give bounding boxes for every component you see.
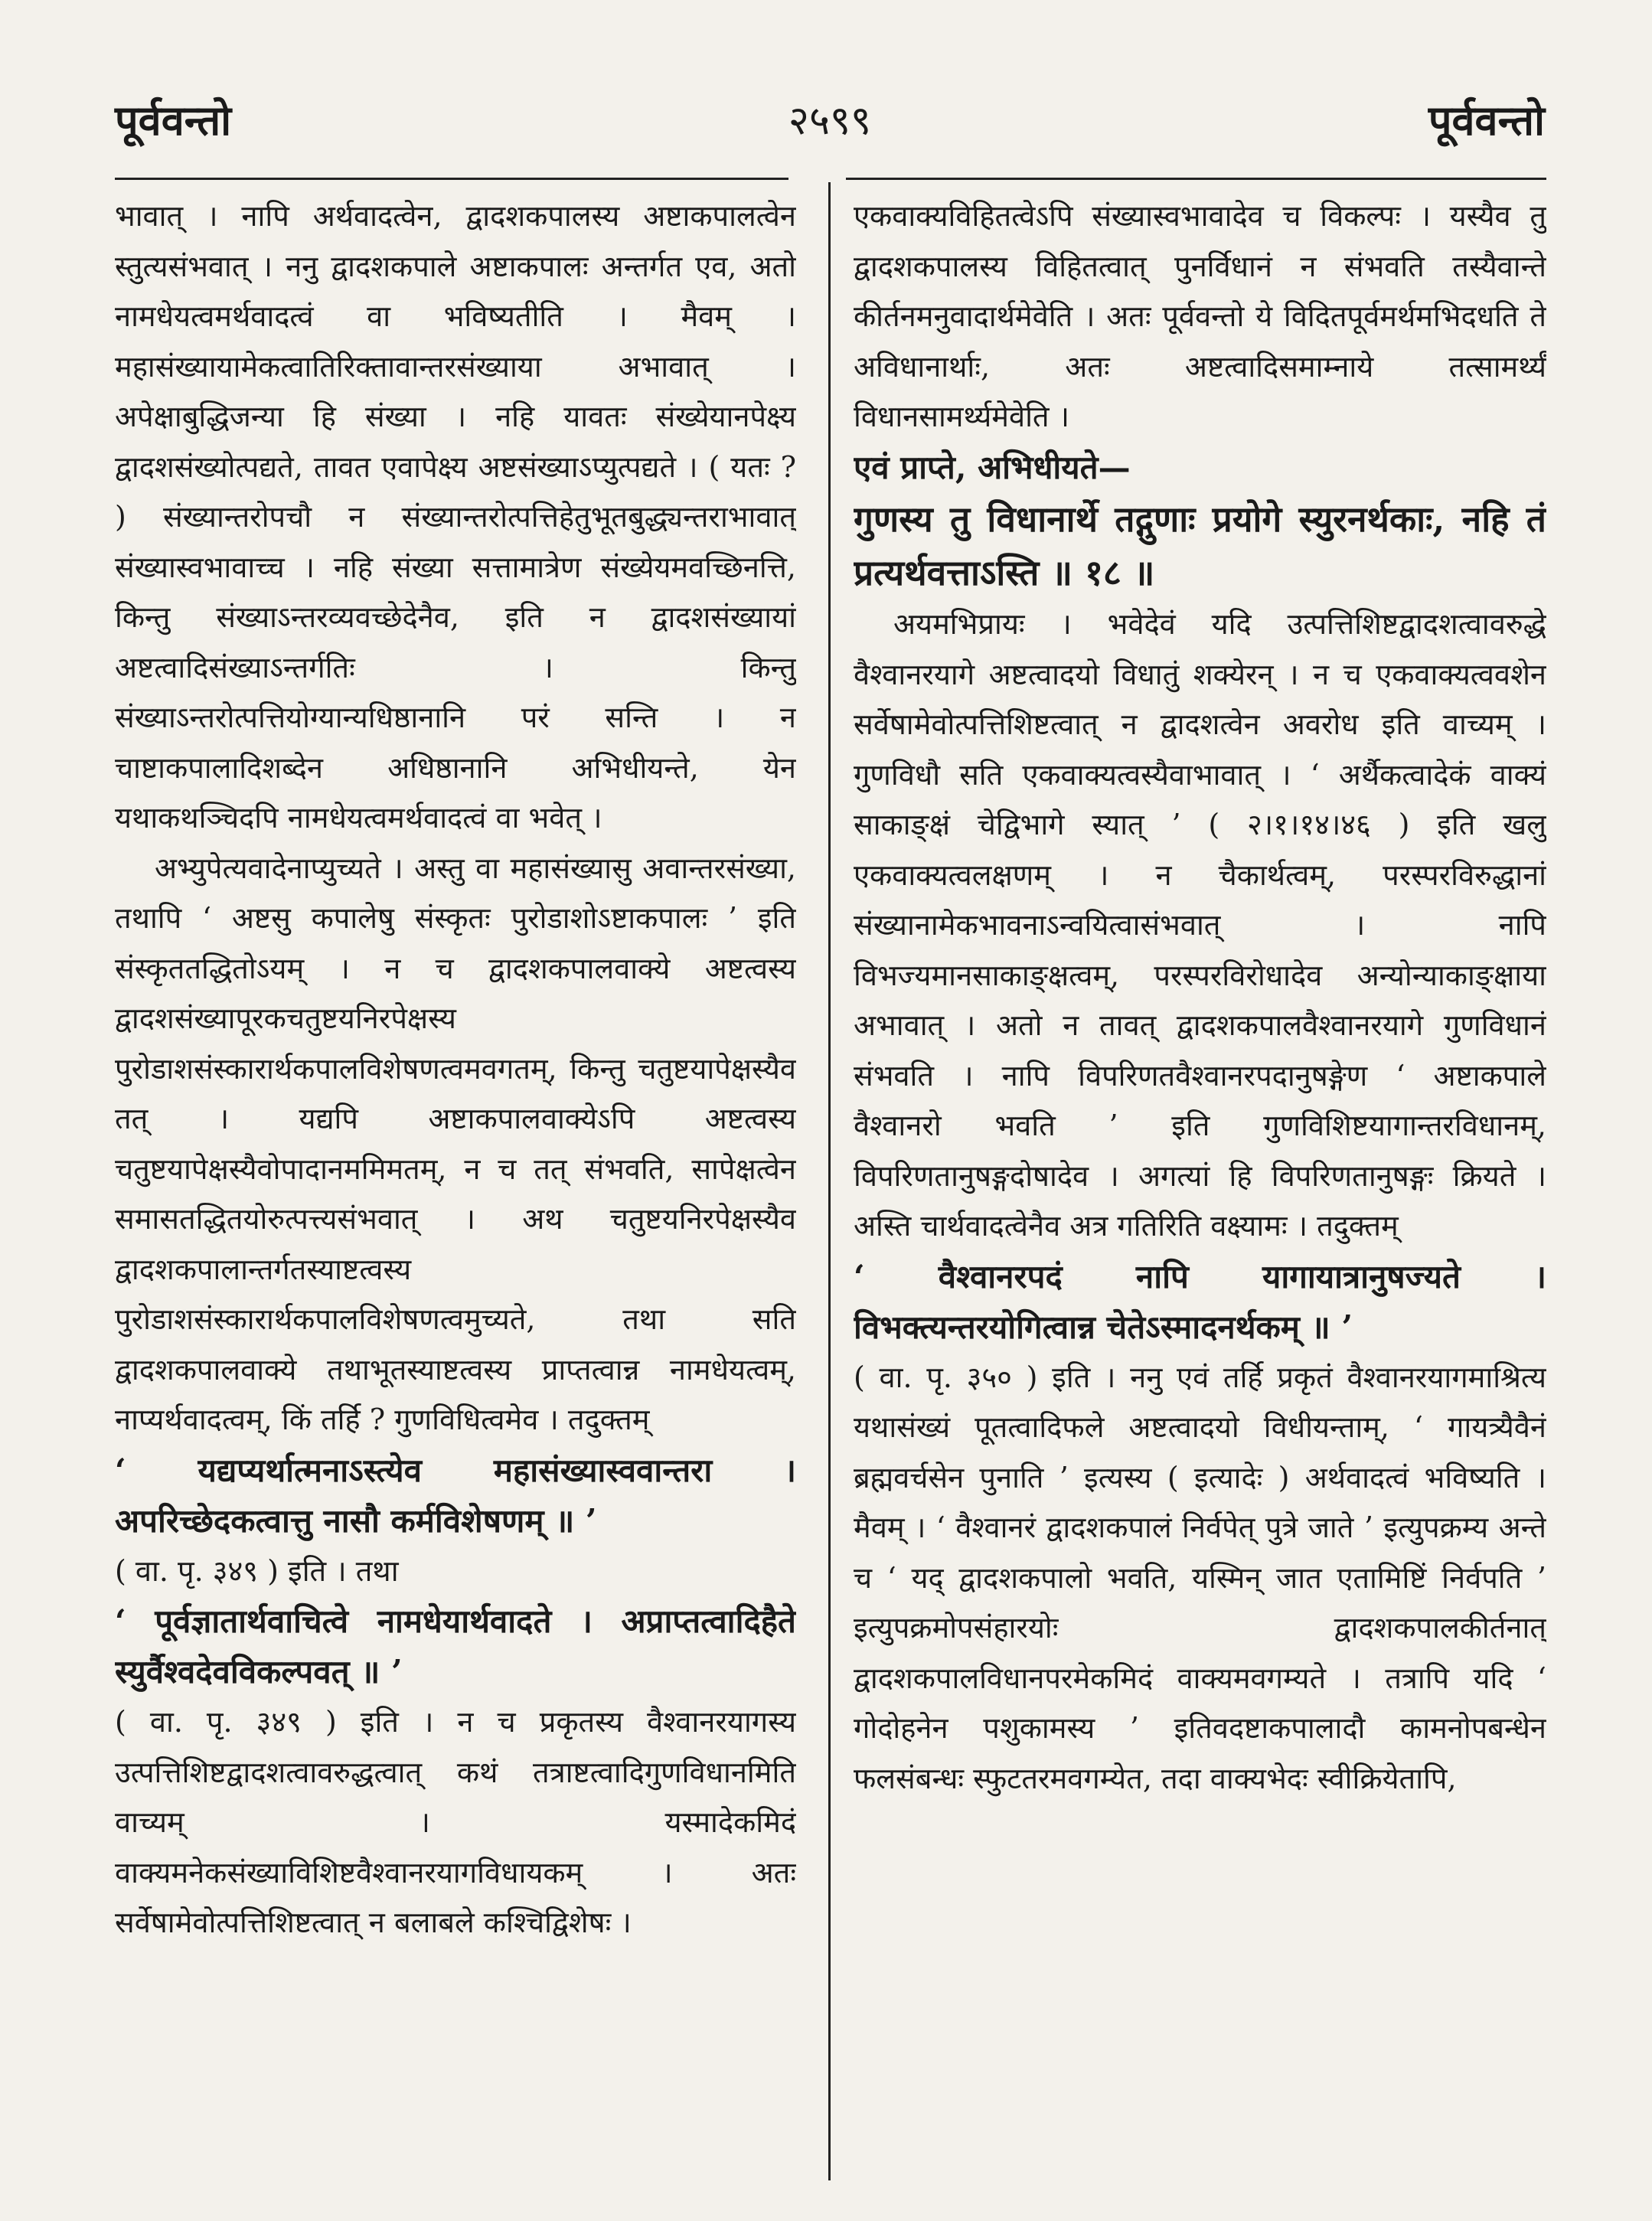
column-divider — [828, 182, 831, 2180]
header-rule-right — [846, 178, 1546, 180]
header-rule-left — [115, 178, 788, 180]
right-heading: एवं प्राप्ते, अभिधीयते— — [854, 448, 1131, 486]
right-paragraph-2: अयमभिप्रायः । भवेदेवं यदि उत्पत्तिशिष्टद्वादशत्वावरुद्धे वैश्वानरयागे अष्टत्वादयो विधातुं शक्येरन् । न च एकवाक्यत्ववशेन सर्वेषामेवोत्पत्तिशिष्टत्वात् न द्वादशत्वेन अवरोध इति वाच्यम् । गुणविधौ सति एकवाक्यत्वस्यैवाभावात् । ‘ अर्थैकत्वादेकं वाक्यं साकाङ्क्षं चेद्विभागे स्यात् ’ ( २।१।१४।४६ ) इति खलु एकवाक्यत्वलक्षणम् । न चैकार्थत्वम्, परस्परविरुद्धानां संख्यानामेकभावनाऽन्वयित्वासंभवात् । नापि विभज्यमानसाकाङ्क्षत्वम्, परस्परविरोधादेव अन्योन्याकाङ्क्षाया अभावात् । अतो न तावत् द्वादशकपालवैश्वानरयागे गुणविधानं संभवति । नापि विपरिणतवैश्वानरपदानुषङ्गेण ‘ अष्टाकपाले वैश्वानरो भवति ’ इति गुणविशिष्टयागान्तरविधानम्, विपरिणतानुषङ्गदोषादेव । अगत्यां हि विपरिणतानुषङ्गः क्रियते । अस्ति चार्थवादत्वेनैव अत्र गतिरिति वक्ष्यामः । तदुक्तम् — [854, 607, 1546, 1243]
right-paragraph-3: ( वा. पृ. ३५० ) इति । ननु एवं तर्हि प्रकृतं वैश्वानरयागमाश्रित्य यथासंख्यं पूतत्वादिफले अष्टत्वादयो विधीयन्ताम्, ‘ गायत्र्यैवैनं ब्रह्मवर्चसेन पुनाति ’ इत्यस्य ( इत्यादेः ) अर्थवादत्वं भविष्यति । मैवम् । ‘ वैश्वानरं द्वादशकपालं निर्वपेत् पुत्रे जाते ’ इत्युपक्रम्य अन्ते च ‘ यद् द्वादशकपालो भवति, यस्मिन् जात एतामिष्टिं निर्वपति ’ इत्युपक्रमोपसंहारयोः द्वादशकपालकीर्तनात् द्वादशकपालविधानपरमेकमिदं वाक्यमवगम्यते । तत्रापि यदि ‘ गोदोहनेन पशुकामस्य ’ इतिवदष्टाकपालादौ कामनोपबन्धेन फलसंबन्धः स्फुटतरमवगम्येत, तदा वाक्यभेदः स्वीक्रियेतापि, — [854, 1360, 1546, 1795]
left-quote-2: ‘ पूर्वज्ञातार्थवाचित्वे नामधेयार्थवादते । अप्राप्तत्वादिहैते स्युर्वैश्वदेवविकल्पवत् ॥ ’ — [115, 1602, 796, 1690]
left-paragraph-2: अभ्युपेत्यवादेनाप्युच्यते । अस्तु वा महासंख्यासु अवान्तरसंख्या, तथापि ‘ अष्टसु कपालेषु संस्कृतः पुरोडाशोऽष्टाकपालः ’ इति संस्कृततद्धितोऽयम् । न च द्वादशकपालवाक्ये अष्टत्वस्य द्वादशसंख्यापूरकचतुष्टयनिरपेक्षस्य पुरोडाशसंस्कारार्थकपालविशेषणत्वमवगतम्, किन्तु चतुष्टयापेक्षस्यैव तत् । यद्यपि अष्टाकपालवाक्येऽपि अष्टत्वस्य चतुष्टयापेक्षस्यैवोपादानममिमतम्, न च तत् संभवति, सापेक्षत्वेन समासतद्धितयोरुत्पत्त्यसंभवात् । अथ चतुष्टयनिरपेक्षस्यैव द्वादशकपालान्तर्गतस्याष्टत्वस्य पुरोडाशसंस्कारार्थकपालविशेषणत्वमुच्यते, तथा सति द्वादशकपालवाक्ये तथाभूतस्याष्टत्वस्य प्राप्तत्वान्न नामधेयत्वम्, नाप्यर्थवादत्वम्, किं तर्हि ? गुणविधित्वमेव । तदुक्तम् — [115, 851, 796, 1436]
right-paragraph-1: एकवाक्यविहितत्वेऽपि संख्यास्वभावादेव च विकल्पः । यस्यैव तु द्वादशकपालस्य विहितत्वात् पुनर्विधानं न संभवति तस्यैवान्ते कीर्तनमनुवादार्थमेवेति । अतः पूर्ववन्तो ये विदितपूर्वमर्थमभिदधति ते अविधानार्थाः, अतः अष्टत्वादिसमाम्नाये तत्सामर्थ्यं विधानसामर्थ्यमेवेति । — [854, 199, 1546, 433]
left-paragraph-4: ( वा. पृ. ३४९ ) इति । न च प्रकृतस्य वैश्वानरयागस्य उत्पत्तिशिष्टद्वादशत्वावरुद्धत्वात् कथं तत्राष्टत्वादिगुणविधानमिति वाच्यम् । यस्मादेकमिदं वाक्यमनेकसंख्याविशिष्टवैश्वानरयागविधायकम् । अतः सर्वेषामेवोत्पत्तिशिष्टत्वात् न बलाबले कश्चिद्विशेषः । — [115, 1705, 796, 1939]
left-paragraph-3: ( वा. पृ. ३४९ ) इति । तथा — [115, 1553, 399, 1588]
page-number: २५९९ — [788, 97, 872, 144]
header-right-title: पूर्ववन्तो — [1428, 96, 1545, 145]
left-quote-1: ‘ यद्यप्यर्थात्मनाऽस्त्येव महासंख्यास्ववान्तरा । अपरिच्छेदकत्वात्तु नासौ कर्मविशेषणम् ॥ ’ — [115, 1451, 796, 1540]
left-paragraph-1: भावात् । नापि अर्थवादत्वेन, द्वादशकपालस्य अष्टाकपालत्वेन स्तुत्यसंभवात् । ननु द्वादशकपाले अष्टाकपालः अन्तर्गत एव, अतो नामधेयत्वमर्थवादत्वं वा भविष्यतीति । मैवम् । महासंख्यायामेकत्वातिरिक्तावान्तरसंख्याया अभावात् । अपेक्षाबुद्धिजन्या हि संख्या । नहि यावतः संख्येयानपेक्ष्य द्वादशसंख्योत्पद्यते, तावत एवापेक्ष्य अष्टसंख्याऽप्युत्पद्यते । ( यतः ? ) संख्यान्तरोपचौ न संख्यान्तरोत्पत्तिहेतुभूतबुद्ध्यन्तराभावात् संख्यास्वभावाच्च । नहि संख्या सत्तामात्रेण संख्येयमवच्छिनत्ति, किन्तु संख्याऽन्तरव्यवच्छेदेनैव, इति न द्वादशसंख्यायां अष्टत्वादिसंख्याऽन्तर्गतिः । किन्तु संख्याऽन्तरोत्पत्तियोग्यान्यधिष्ठानानि परं सन्ति । न चाष्टाकपालादिशब्देन अधिष्ठानानि अभिधीयन्ते, येन यथाकथञ्चिदपि नामधेयत्वमर्थवादत्वं वा भवेत् । — [115, 199, 796, 835]
running-header — [115, 84, 1545, 153]
sutra-18: गुणस्य तु विधानार्थे तद्गुणाः प्रयोगे स्युरनर्थकाः, नहि तं प्रत्यर्थवत्ताऽस्ति ॥ १८ ॥ — [854, 498, 1546, 593]
right-quote-1: ‘ वैश्वानरपदं नापि यागायात्रानुषज्यते । विभक्त्यन्तरयोगित्वान्न चेतेऽस्मादनर्थकम् ॥ ’ — [854, 1257, 1546, 1346]
right-column — [854, 191, 1546, 2182]
left-column — [115, 191, 796, 2182]
header-left-title: पूर्ववन्तो — [115, 96, 232, 145]
